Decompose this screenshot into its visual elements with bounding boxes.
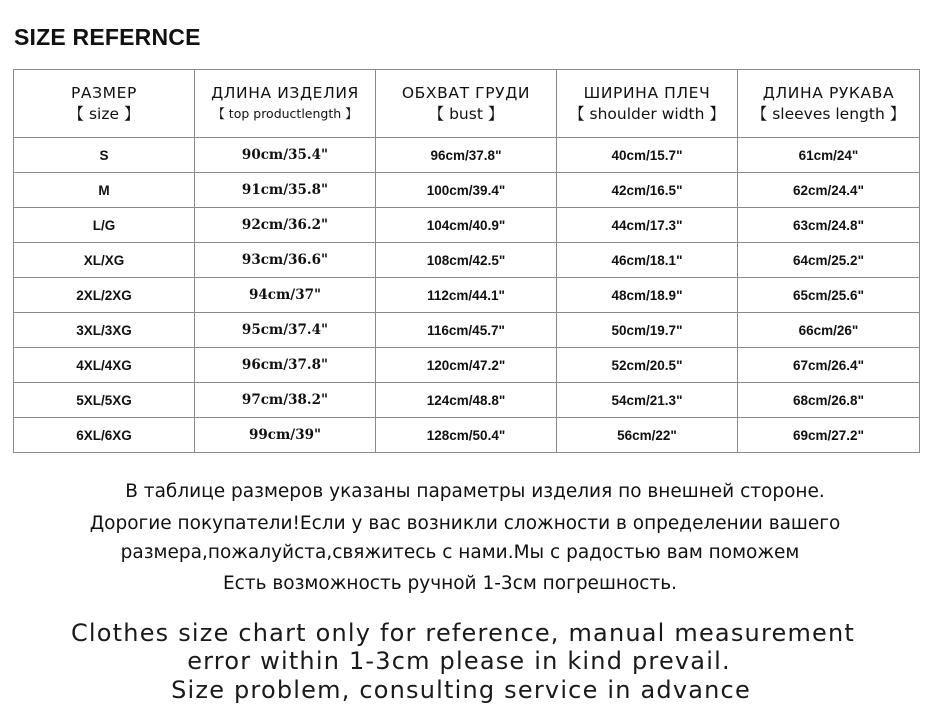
- cell-size: 4XL/4XG: [14, 348, 195, 383]
- cell-bust: 116cm/45.7": [376, 313, 557, 348]
- cell-sleeve: 63cm/24.8": [738, 208, 920, 243]
- cell-length: 99cm/39": [195, 418, 376, 453]
- cell-size: S: [14, 138, 195, 173]
- cell-shoulder: 52cm/20.5": [557, 348, 738, 383]
- cell-bust: 104cm/40.9": [376, 208, 557, 243]
- cell-bust: 112cm/44.1": [376, 278, 557, 313]
- header-shoulder-en: 【 shoulder width 】: [569, 104, 725, 123]
- header-sleeve: [738, 70, 920, 138]
- table-row: [14, 173, 920, 208]
- header-sleeve-en: 【 sleeves length 】: [751, 104, 906, 123]
- cell-bust: 120cm/47.2": [376, 348, 557, 383]
- cell-sleeve: 62cm/24.4": [738, 173, 920, 208]
- header-shoulder: [557, 70, 738, 138]
- header-shoulder-ru: ШИРИНА ПЛЕЧ: [583, 83, 711, 102]
- cell-bust: 96cm/37.8": [376, 138, 557, 173]
- table-row: [14, 313, 920, 348]
- cell-sleeve: 65cm/25.6": [738, 278, 920, 313]
- table-row: [14, 138, 920, 173]
- cell-length: 95cm/37.4": [195, 313, 376, 348]
- header-length-ru: ДЛИНА ИЗДЕЛИЯ: [211, 83, 359, 102]
- note-ru-line-4: Есть возможность ручной 1-3см погрешность.: [222, 573, 678, 594]
- cell-shoulder: 50cm/19.7": [557, 313, 738, 348]
- note-en-line-1: Clothes size chart only for reference, manual measurement: [70, 619, 856, 647]
- header-size-ru: РАЗМЕР: [70, 83, 137, 102]
- cell-size: L/G: [14, 208, 195, 243]
- header-sleeve-ru: ДЛИНА РУКАВА: [762, 83, 895, 102]
- cell-length: 90cm/35.4": [195, 138, 376, 173]
- cell-sleeve: 68cm/26.8": [738, 383, 920, 418]
- cell-shoulder: 40cm/15.7": [557, 138, 738, 173]
- table-row: [14, 418, 920, 453]
- table-header-row: [14, 70, 920, 138]
- cell-length: 96cm/37.8": [195, 348, 376, 383]
- table-row: [14, 383, 920, 418]
- page-title: SIZE REFERNCE: [14, 24, 201, 50]
- note-ru-line-1: В таблице размеров указаны параметры изделия по внешней стороне.: [125, 481, 825, 502]
- cell-length: 93cm/36.6": [195, 243, 376, 278]
- cell-sleeve: 67cm/26.4": [738, 348, 920, 383]
- cell-sleeve: 61cm/24": [738, 138, 920, 173]
- header-size-en: 【 size 】: [68, 104, 140, 123]
- cell-size: 5XL/5XG: [14, 383, 195, 418]
- header-length-en: 【 top productlength 】: [212, 105, 358, 121]
- cell-shoulder: 46cm/18.1": [557, 243, 738, 278]
- cell-size: M: [14, 173, 195, 208]
- cell-bust: 100cm/39.4": [376, 173, 557, 208]
- cell-size: 3XL/3XG: [14, 313, 195, 348]
- header-length: [195, 70, 376, 138]
- cell-size: 2XL/2XG: [14, 278, 195, 313]
- note-en-line-2: error within 1-3cm please in kind prevail.: [187, 647, 731, 675]
- cell-sleeve: 69cm/27.2": [738, 418, 920, 453]
- cell-length: 91cm/35.8": [195, 173, 376, 208]
- header-size: [14, 70, 195, 138]
- header-bust: [376, 70, 557, 138]
- table-row: [14, 278, 920, 313]
- cell-shoulder: 48cm/18.9": [557, 278, 738, 313]
- cell-sleeve: 64cm/25.2": [738, 243, 920, 278]
- table-row: [14, 208, 920, 243]
- header-bust-en: 【 bust 】: [428, 104, 504, 123]
- cell-size: XL/XG: [14, 243, 195, 278]
- cell-bust: 124cm/48.8": [376, 383, 557, 418]
- table-row: [14, 243, 920, 278]
- cell-shoulder: 44cm/17.3": [557, 208, 738, 243]
- cell-shoulder: 54cm/21.3": [557, 383, 738, 418]
- cell-length: 92cm/36.2": [195, 208, 376, 243]
- cell-shoulder: 56cm/22": [557, 418, 738, 453]
- cell-bust: 128cm/50.4": [376, 418, 557, 453]
- cell-size: 6XL/6XG: [14, 418, 195, 453]
- size-chart-table: [13, 69, 920, 453]
- cell-length: 97cm/38.2": [195, 383, 376, 418]
- note-ru-line-3: размера,пожалуйста,свяжитесь с нами.Мы с радостью вам поможем: [120, 542, 800, 563]
- cell-length: 94cm/37": [195, 278, 376, 313]
- note-ru-line-2: Дорогие покупатели!Если у вас возникли сложности в определении вашего: [89, 513, 841, 534]
- header-bust-ru: ОБХВАТ ГРУДИ: [401, 83, 531, 102]
- table-row: [14, 348, 920, 383]
- cell-sleeve: 66cm/26": [738, 313, 920, 348]
- note-en-line-3: Size problem, consulting service in advance: [171, 676, 751, 704]
- cell-bust: 108cm/42.5": [376, 243, 557, 278]
- cell-shoulder: 42cm/16.5": [557, 173, 738, 208]
